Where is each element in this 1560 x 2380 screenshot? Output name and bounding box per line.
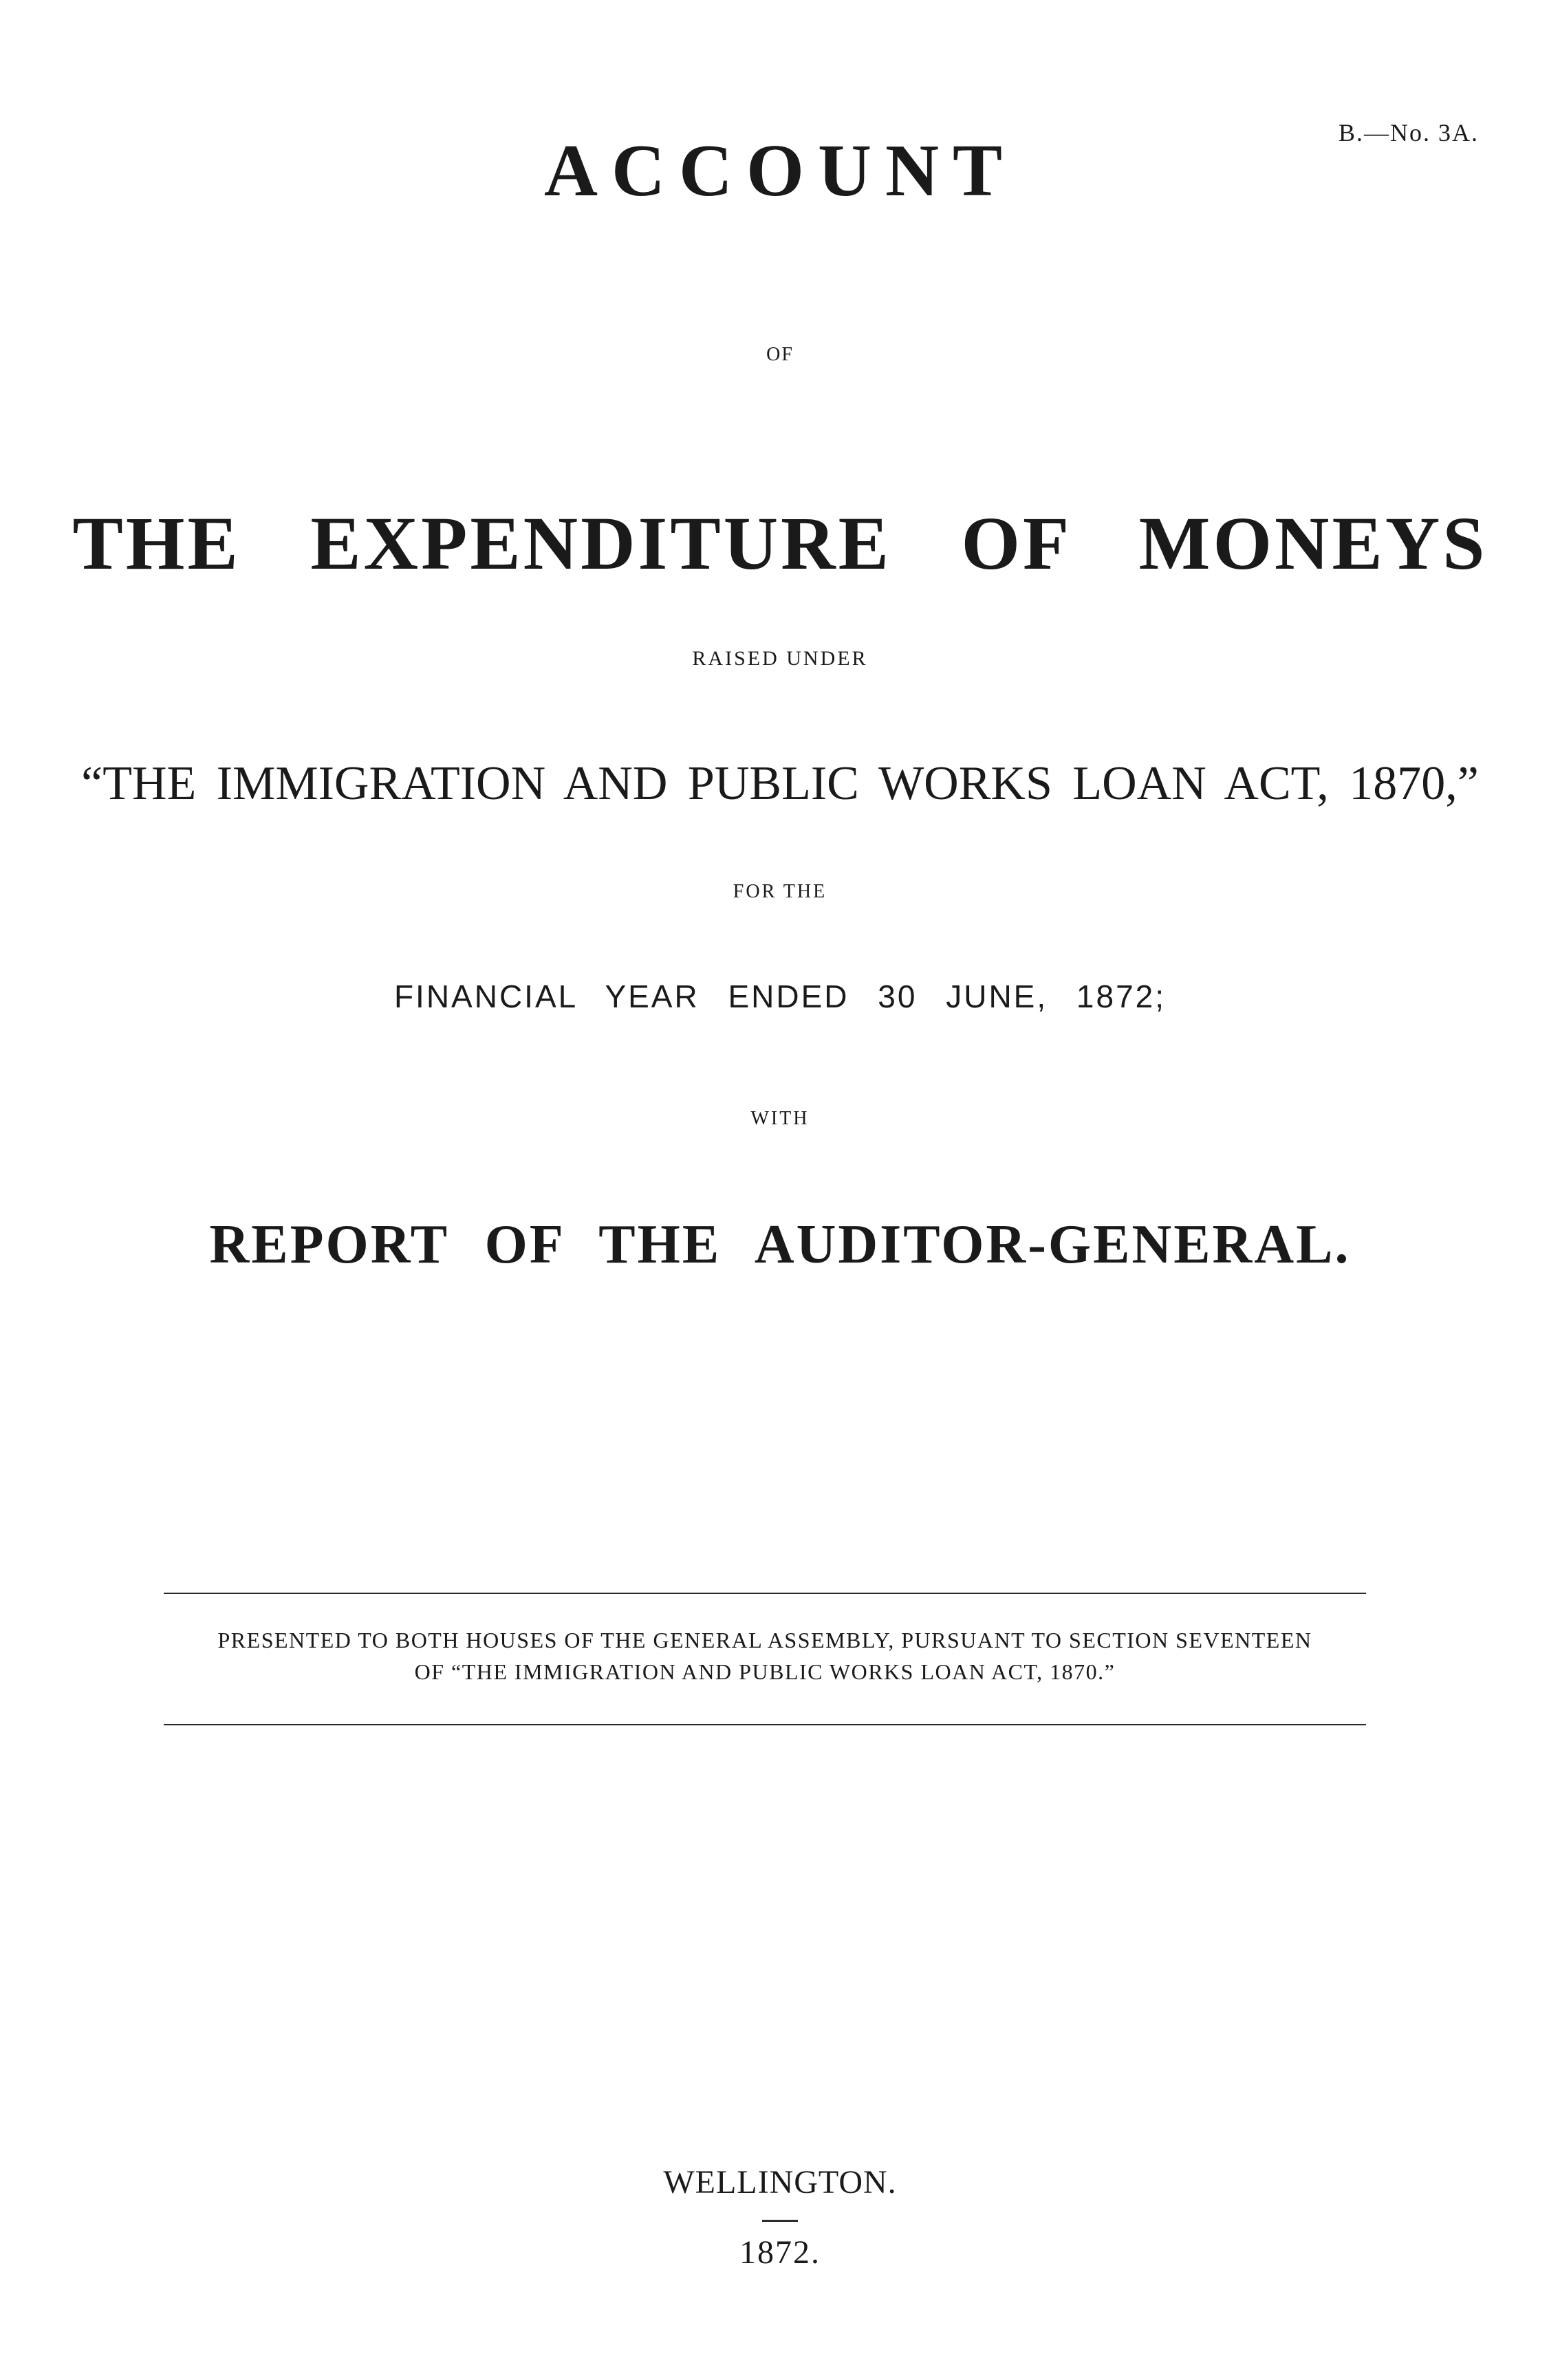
title-raised-under: RAISED UNDER (692, 647, 868, 670)
divider-top (164, 1593, 1366, 1594)
presented-note-line1: PRESENTED TO BOTH HOUSES OF THE GENERAL ASSEMBLY, PURSUANT TO SECTION SEVENTEEN (217, 1628, 1312, 1652)
title-financial-year: FINANCIAL YEAR ENDED 30 JUNE, 1872; (393, 979, 1167, 1014)
title-subject: THE EXPENDITURE OF MONEYS (72, 501, 1488, 585)
imprint-dash (762, 2220, 798, 2222)
imprint-place: WELLINGTON. (663, 2164, 897, 2201)
title-act-name: “THE IMMIGRATION AND PUBLIC WORKS LOAN ACT, 1870,” (81, 757, 1479, 810)
presented-note-line2: OF “THE IMMIGRATION AND PUBLIC WORKS LOAN ACT, 1870.” (414, 1659, 1116, 1684)
title-account: ACCOUNT (543, 130, 1016, 212)
title-of: OF (766, 344, 794, 365)
title-report: REPORT OF THE AUDITOR-GENERAL. (209, 1214, 1351, 1275)
title-with: WITH (750, 1108, 810, 1129)
divider-bottom (164, 1724, 1366, 1725)
document-reference-number: B.—No. 3A. (1338, 119, 1479, 146)
imprint-year: 1872. (739, 2234, 821, 2271)
title-for-the: FOR THE (733, 881, 827, 902)
